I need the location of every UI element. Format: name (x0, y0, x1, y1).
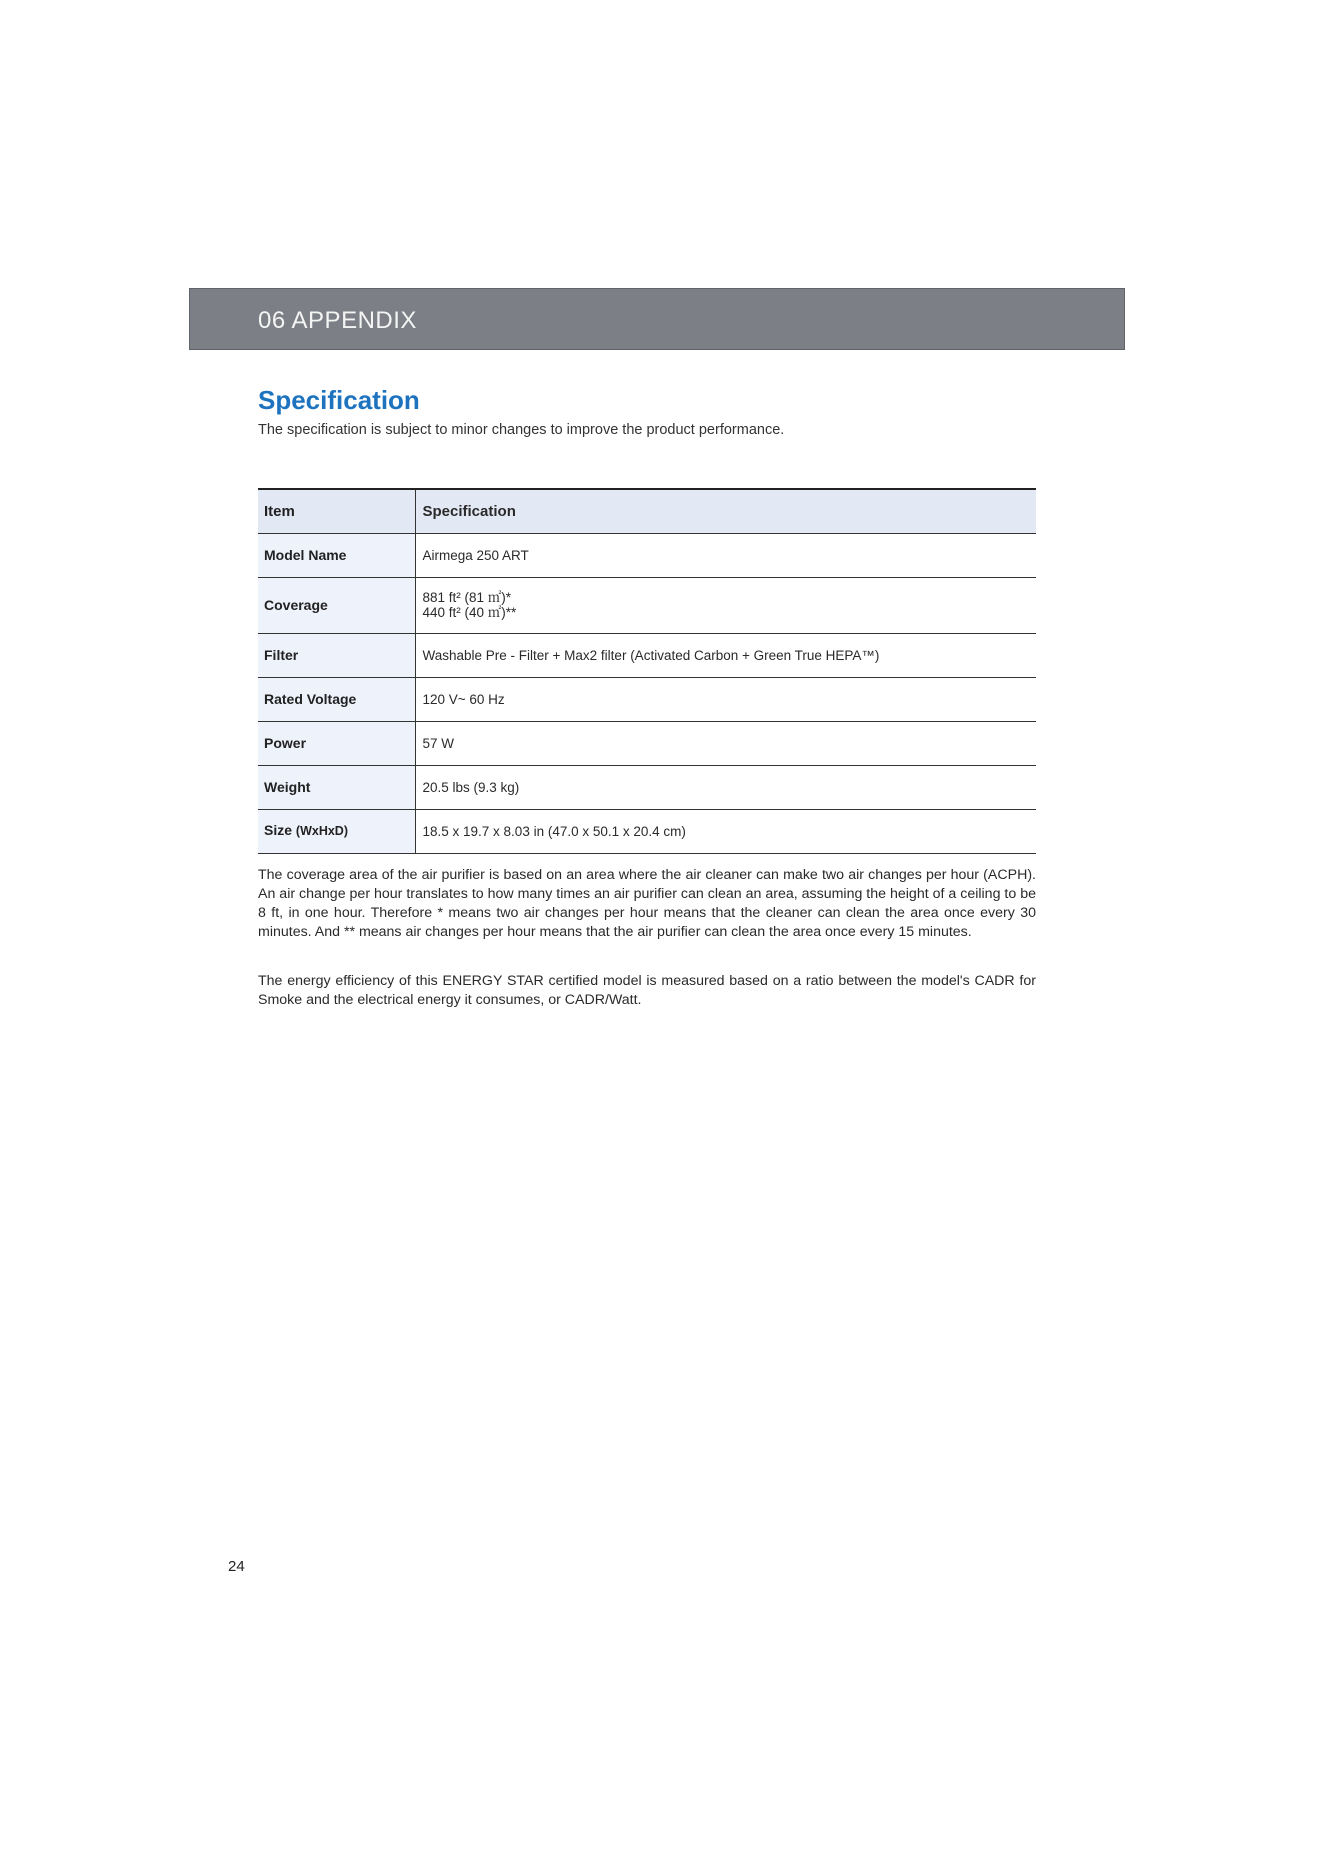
row-value-line: 120 V~ 60 Hz (422, 691, 505, 707)
page-subtitle: The specification is subject to minor changes to improve the product performance. (258, 422, 785, 438)
row-label: Filter (258, 633, 415, 677)
row-value-line: Airmega 250 ART (422, 547, 529, 563)
coverage-note: The coverage area of the air purifier is based on an area where the air cleaner can make two air changes per hour (ACPH). An air change per hour translates to how many times an air purifier can clean an area, assuming the height of a ceiling to be 8 ft, in one hour. Therefore * means two air changes per hour means that the cleaner can clean the area once every 30 minutes. And ** means air changes per hour means that the air purifier can clean the area once every 15 minutes. (258, 867, 1036, 940)
column-header-specification: Specification (415, 489, 1036, 533)
table-row (258, 721, 1036, 765)
specification-table (258, 488, 1036, 854)
row-label-text: Size (264, 822, 293, 838)
row-value (415, 533, 1036, 577)
row-value (415, 765, 1036, 809)
row-value-line: Washable Pre - Filter + Max2 filter (Activated Carbon + Green True HEPA™) (422, 647, 880, 663)
row-label: Model Name (258, 533, 415, 577)
row-value-line: 18.5 x 19.7 x 8.03 in (47.0 x 50.1 x 20.4 cm) (422, 823, 686, 839)
page-title: Specification (258, 385, 420, 415)
table-row (258, 633, 1036, 677)
row-value-line: 57 W (422, 735, 455, 751)
row-label: Weight (258, 765, 415, 809)
table-row (258, 809, 1036, 853)
table-row (258, 765, 1036, 809)
row-label-suffix: (WxHxD) (295, 824, 348, 838)
page-number: 24 (228, 1558, 245, 1575)
row-value (415, 809, 1036, 853)
row-label (258, 809, 415, 853)
section-header-bar (189, 288, 1125, 350)
row-value (415, 677, 1036, 721)
row-value-line: 881 ft² (81 ㎡)* (422, 590, 512, 605)
column-header-item: Item (258, 489, 415, 533)
row-label: Coverage (258, 577, 415, 633)
section-label: 06 APPENDIX (258, 307, 417, 334)
table-row (258, 577, 1036, 633)
row-value (415, 633, 1036, 677)
row-value-line: 20.5 lbs (9.3 kg) (422, 779, 520, 795)
row-label: Rated Voltage (258, 677, 415, 721)
table-row (258, 533, 1036, 577)
row-value (415, 577, 1036, 633)
row-label: Power (258, 721, 415, 765)
table-row (258, 677, 1036, 721)
table-header-row (258, 489, 1036, 533)
energy-note: The energy efficiency of this ENERGY STAR certified model is measured based on a ratio between the model's CADR for Smoke and the electrical energy it consumes, or CADR/Watt. (258, 973, 1036, 1008)
row-value-line: 440 ft² (40 ㎡)** (422, 605, 517, 620)
row-value (415, 721, 1036, 765)
